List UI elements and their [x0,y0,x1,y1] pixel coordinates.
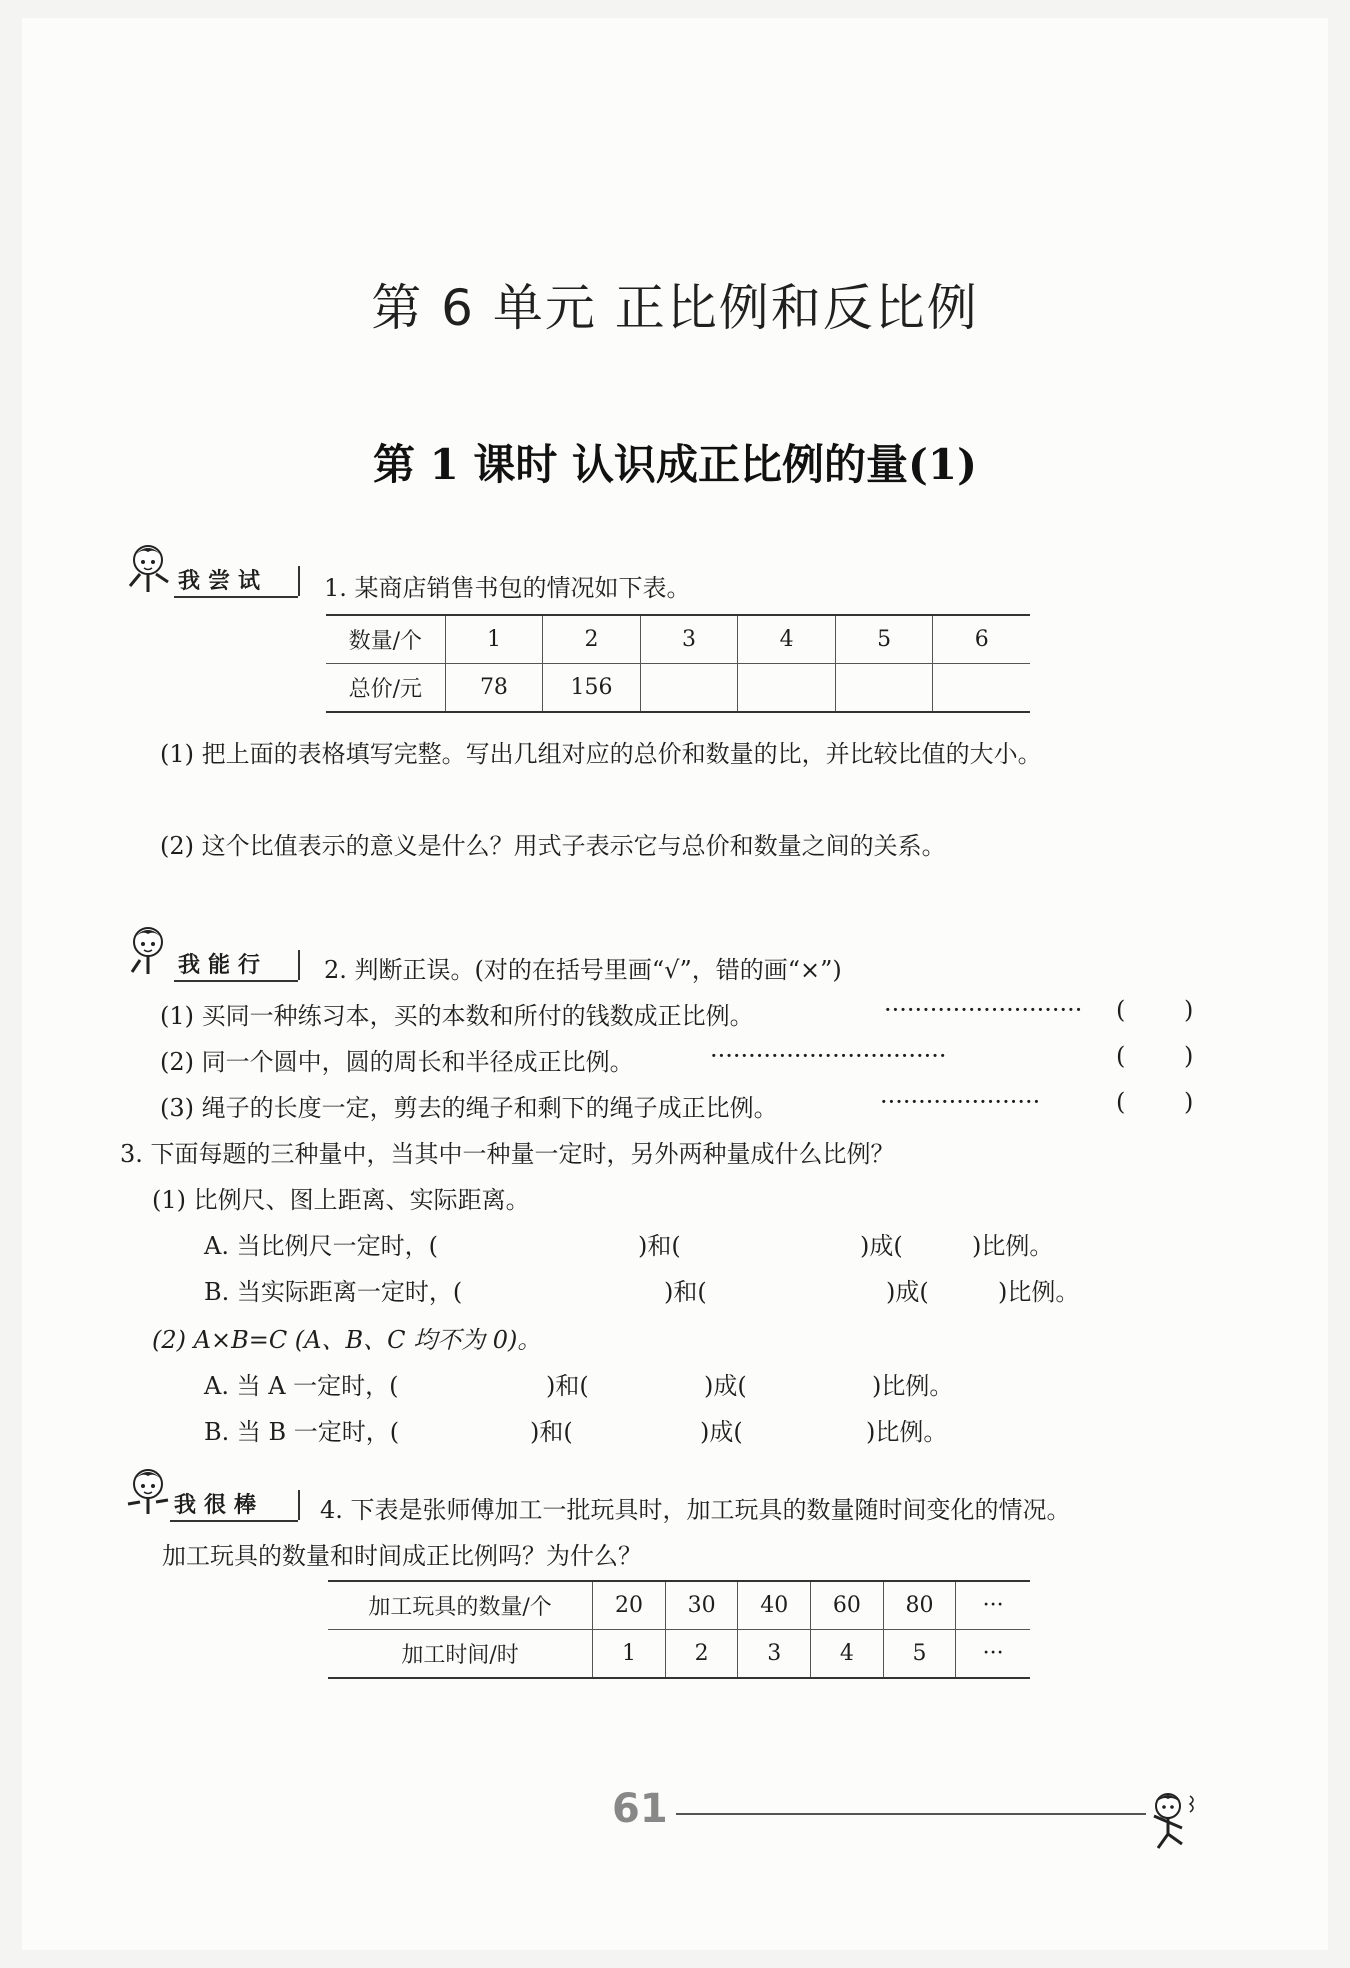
table-row [328,1630,1030,1679]
table-header-cell: 加工时间/时 [328,1630,593,1679]
q3-1b-text: B. 当实际距离一定时，( [204,1278,463,1306]
q3-become: )成( [886,1278,929,1306]
q3-1a-text: A. 当比例尺一定时，( [204,1232,438,1260]
q3-become: )成( [860,1232,903,1260]
table-cell: 2 [543,615,641,664]
lesson-title: 第 1 课时 认识成正比例的量(1) [372,440,978,489]
table-header-cell: 加工玩具的数量/个 [328,1581,593,1630]
table-cell: 5 [883,1630,956,1679]
answer-cell[interactable] [738,664,836,713]
answer-cell[interactable] [640,664,738,713]
leader-dots: ······························· [710,1042,947,1070]
table-cell: 2 [665,1630,738,1679]
cartoon-girl-icon [118,536,182,600]
unit-title: 第 6 单元 正比例和反比例 [371,279,979,337]
badge-divider [298,566,300,596]
q3-ratio: )比例。 [998,1278,1080,1306]
table-cell: 80 [883,1581,956,1630]
q1-sub1: (1) 把上面的表格填写完整。写出几组对应的总价和数量的比，并比较比值的大小。 [160,740,1042,768]
table-cell: 4 [738,615,836,664]
q3-ratio: )比例。 [866,1418,948,1446]
q2-stem: 2. 判断正误。(对的在括号里画“√”，错的画“×”) [324,956,842,984]
q3-stem: 3. 下面每题的三种量中，当其中一种量一定时，另外两种量成什么比例？ [120,1140,895,1168]
footer-rule [676,1813,1146,1815]
q3-part2: (2) A×B=C (A、B、C 均不为 0)。 [152,1326,542,1354]
answer-paren-close: ) [1184,996,1194,1024]
q2-item-1: (1) 买同一种练习本，买的本数和所付的钱数成正比例。 [160,1002,754,1030]
q1-table [326,614,1030,713]
badge-great-label: 我很棒 [174,1493,265,1518]
leader-dots: ·························· [884,996,1083,1024]
table-cell: 1 [593,1630,666,1679]
table-cell: 3 [738,1630,811,1679]
q4-question: 加工玩具的数量和时间成正比例吗？为什么？ [162,1542,642,1570]
answer-paren-open: ( [1116,996,1126,1024]
badge-underline [174,596,298,598]
q3-and: )和( [546,1372,589,1400]
badge-divider [298,1490,300,1520]
table-cell: ··· [956,1581,1030,1630]
answer-paren-close: ) [1184,1042,1194,1070]
table-cell: 1 [445,615,543,664]
table-cell: 78 [445,664,543,713]
q3-ratio: )比例。 [972,1232,1054,1260]
table-header-cell: 总价/元 [326,664,445,713]
badge-underline [170,1520,298,1522]
table-cell: 6 [933,615,1030,664]
table-cell: 5 [835,615,933,664]
badge-try [118,536,269,604]
answer-cell[interactable] [933,664,1030,713]
q3-become: )成( [704,1372,747,1400]
badge-great [118,1460,265,1528]
badge-try-label: 我尝试 [178,569,269,594]
q3-2b-text: B. 当 B 一定时，( [204,1418,400,1446]
table-header-cell: 数量/个 [326,615,445,664]
page-number: 61 [612,1786,668,1832]
table-row [328,1581,1030,1630]
table-cell: 60 [811,1581,884,1630]
badge-can-label: 我能行 [178,953,269,978]
q3-and: )和( [530,1418,573,1446]
cartoon-girl-icon [118,918,182,982]
q3-become: )成( [700,1418,743,1446]
table-cell: 30 [665,1581,738,1630]
answer-cell[interactable] [835,664,933,713]
table-row [326,664,1030,713]
q2-item-2: (2) 同一个圆中，圆的周长和半径成正比例。 [160,1048,634,1076]
table-cell: 156 [543,664,641,713]
badge-underline [174,980,298,982]
q3-ratio: )比例。 [872,1372,954,1400]
q3-and: )和( [664,1278,707,1306]
table-row [326,615,1030,664]
answer-paren-open: ( [1116,1088,1126,1116]
q1-sub2: (2) 这个比值表示的意义是什么？用式子表示它与总价和数量之间的关系。 [160,832,946,860]
answer-paren-open: ( [1116,1042,1126,1070]
q4-stem: 4. 下表是张师傅加工一批玩具时，加工玩具的数量随时间变化的情况。 [320,1496,1071,1524]
q3-2a-text: A. 当 A 一定时，( [204,1372,399,1400]
leader-dots: ····················· [880,1088,1041,1116]
table-cell: ··· [956,1630,1030,1679]
q3-part1: (1) 比例尺、图上距离、实际距离。 [152,1186,530,1214]
answer-paren-close: ) [1184,1088,1194,1116]
table-cell: 3 [640,615,738,664]
q1-stem: 1. 某商店销售书包的情况如下表。 [324,574,691,602]
q3-and: )和( [638,1232,681,1260]
q2-item-3: (3) 绳子的长度一定，剪去的绳子和剩下的绳子成正比例。 [160,1094,778,1122]
badge-divider [298,950,300,980]
q4-table [328,1580,1030,1679]
cartoon-girl-icon [118,1460,182,1524]
table-cell: 4 [811,1630,884,1679]
table-cell: 20 [593,1581,666,1630]
badge-can [118,918,269,986]
table-cell: 40 [738,1581,811,1630]
running-kid-icon [1138,1786,1208,1856]
